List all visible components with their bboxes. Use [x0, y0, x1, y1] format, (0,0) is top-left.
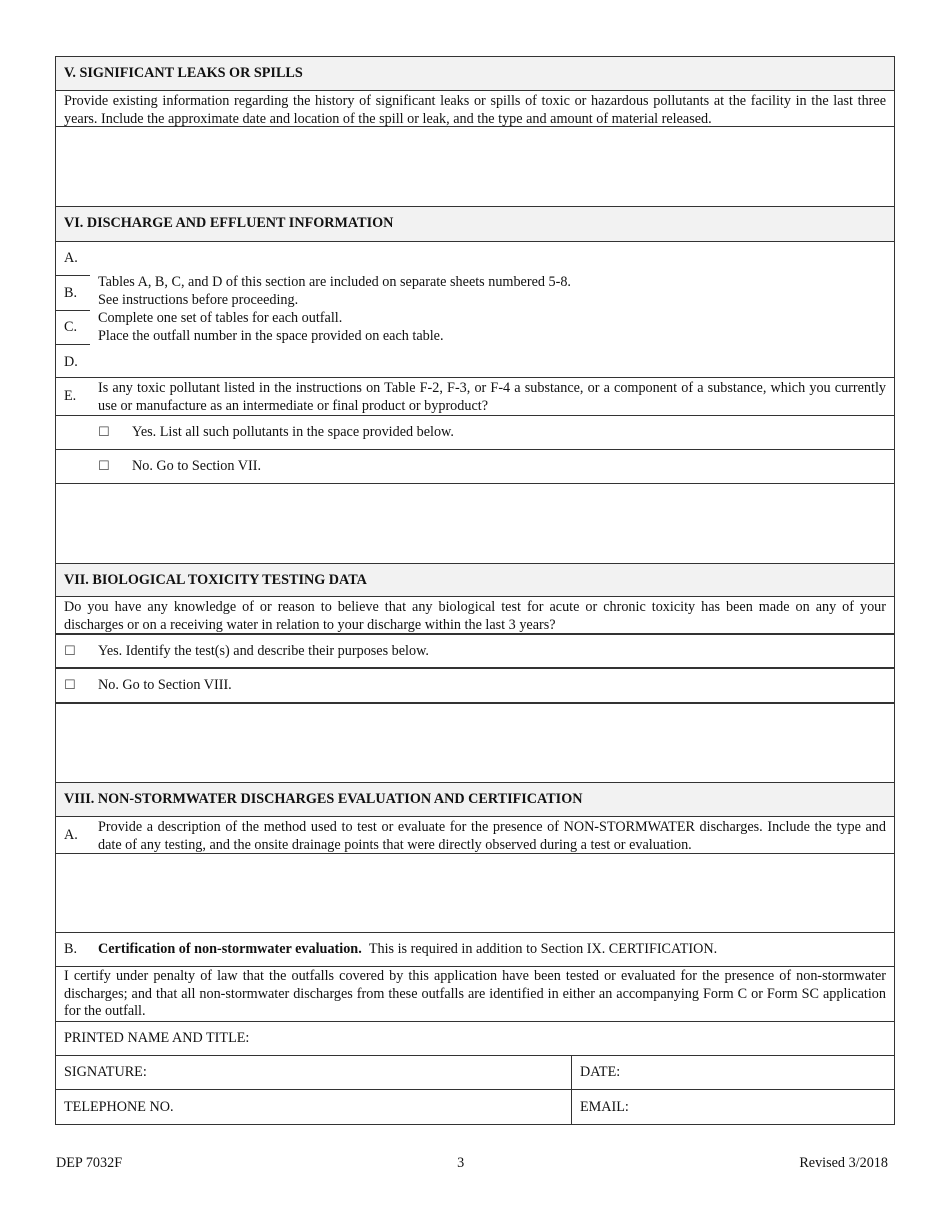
- no-checkbox[interactable]: ☐: [98, 459, 110, 474]
- section-vi-tables-block: [56, 242, 894, 378]
- tables-line-1: Tables A, B, C, and D of this section are included on separate sheets numbered 5-8.: [98, 274, 571, 290]
- tables-line-3: Complete one set of tables for each outfall.: [98, 310, 343, 326]
- letter-e: E.: [64, 388, 77, 404]
- letter-b: B.: [64, 941, 78, 957]
- section-v-title: V. SIGNIFICANT LEAKS OR SPILLS: [64, 65, 303, 81]
- letter-divider: [56, 344, 90, 345]
- section-vi-yes-row: [56, 416, 894, 450]
- telephone-field[interactable]: [56, 1090, 572, 1124]
- section-vii-yes-label: Yes. Identify the test(s) and describe their purposes below.: [98, 642, 429, 659]
- section-v-header: [56, 57, 894, 91]
- section-viii-response-area[interactable]: [56, 854, 894, 933]
- letter-divider: [56, 310, 90, 311]
- signature-label: SIGNATURE:: [64, 1064, 147, 1080]
- application-form: [55, 56, 895, 1125]
- section-vii-title: VII. BIOLOGICAL TOXICITY TESTING DATA: [64, 572, 367, 588]
- yes-checkbox[interactable]: ☐: [98, 425, 110, 440]
- section-vi-yes-label: Yes. List all such pollutants in the space provided below.: [132, 424, 454, 440]
- section-vii-header: [56, 564, 894, 597]
- section-vi-e-row: [56, 378, 894, 416]
- yes-checkbox[interactable]: ☐: [64, 643, 76, 659]
- section-viii-b-content: [90, 933, 894, 966]
- letter-a: A.: [64, 250, 78, 266]
- telephone-email-row: [56, 1090, 894, 1124]
- signature-field[interactable]: [56, 1056, 572, 1089]
- section-viii-a-row: [56, 817, 894, 854]
- certification-note: This is required in addition to Section IX. CERTIFICATION.: [368, 940, 718, 957]
- section-vii-no-label: No. Go to Section VIII.: [98, 677, 232, 693]
- certification-heading: Certification of non-stormwater evaluation.: [98, 940, 362, 957]
- letter-c: C.: [64, 319, 78, 335]
- no-checkbox[interactable]: ☐: [64, 678, 76, 693]
- email-label: EMAIL:: [580, 1098, 629, 1115]
- section-vii-response-area[interactable]: [56, 704, 894, 783]
- section-vii-no-row: [56, 669, 894, 704]
- section-viii-title: VIII. NON-STORMWATER DISCHARGES EVALUATION AND CERTIFICATION: [64, 791, 583, 807]
- letter-a: A.: [64, 826, 78, 843]
- letter-divider: [56, 275, 90, 276]
- section-vi-no-row: [56, 450, 894, 484]
- section-vi-no-label: No. Go to Section VII.: [132, 458, 261, 474]
- section-vi-title: VI. DISCHARGE AND EFFLUENT INFORMATION: [64, 215, 394, 231]
- page-footer: [56, 1155, 888, 1172]
- section-vi-response-area[interactable]: [56, 484, 894, 564]
- date-label: DATE:: [580, 1064, 621, 1080]
- section-viii-header: [56, 783, 894, 817]
- section-vii-question: Do you have any knowledge of or reason to believe that any biological test for acute or chronic toxicity has been made on any of your discharges or on a receiving water in relation to your discharge within the last 3 years?: [56, 597, 894, 635]
- signature-date-row: [56, 1056, 894, 1090]
- letter-d: D.: [64, 354, 78, 370]
- section-viii-a-text: Provide a description of the method used to test or evaluate for the presence of NON-STORMWATER discharges. Include the type and date of any testing, and the onsite drainage points that were directly observed during a test or evaluation.: [98, 819, 886, 853]
- tables-line-2: See instructions before proceeding.: [98, 292, 299, 308]
- letter-b: B.: [64, 285, 78, 301]
- form-id: DEP 7032F: [56, 1155, 123, 1171]
- printed-name-label: PRINTED NAME AND TITLE:: [64, 1030, 250, 1046]
- email-field[interactable]: [572, 1090, 894, 1124]
- section-vi-header: [56, 207, 894, 242]
- section-v-instruction: Provide existing information regarding the history of significant leaks or spills of toxic or hazardous pollutants at the facility in the last three years. Include the approximate date and location of the spill or leak, and the type and amount of material released.: [56, 91, 894, 127]
- section-vi-e-question: Is any toxic pollutant listed in the instructions on Table F-2, F-3, or F-4 a substance, or a component of a substance, which you currently use or manufacture as an intermediate or final product or byproduct?: [98, 380, 886, 414]
- printed-name-field[interactable]: [56, 1022, 894, 1056]
- page-number: 3: [457, 1155, 465, 1171]
- certification-statement: I certify under penalty of law that the outfalls covered by this application have been tested or evaluated for the presence of non-stormwater discharges; and that all non-stormwater discharges from these outfalls are identified in either an accompanying Form C or Form SC application for the outfall.: [56, 967, 894, 1022]
- date-field[interactable]: [572, 1056, 894, 1089]
- section-vii-yes-row: [56, 635, 894, 669]
- section-v-response-area[interactable]: [56, 127, 894, 207]
- section-viii-b-row: [56, 933, 894, 967]
- tables-line-4: Place the outfall number in the space provided on each table.: [98, 328, 444, 344]
- telephone-label: TELEPHONE NO.: [64, 1098, 174, 1115]
- revision-date: Revised 3/2018: [799, 1155, 888, 1171]
